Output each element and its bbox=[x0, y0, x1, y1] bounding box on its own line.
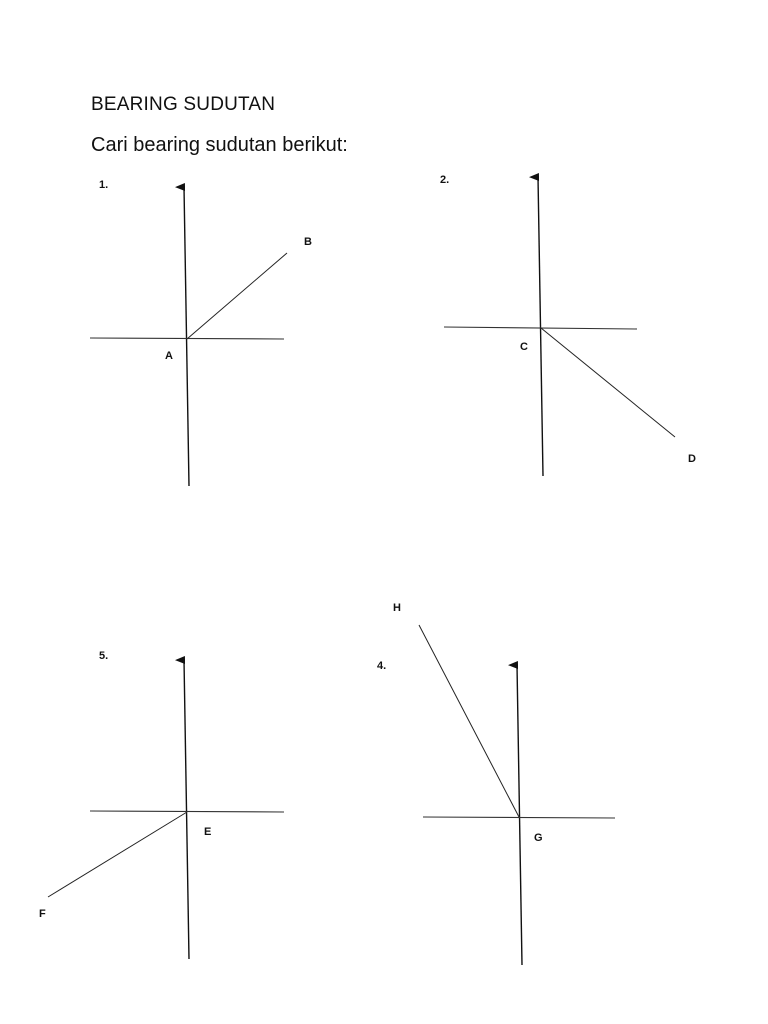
diagram-1 bbox=[90, 187, 312, 486]
question-number-4: 4. bbox=[377, 660, 387, 672]
bearing-line-ab bbox=[187, 253, 287, 339]
diagram-2 bbox=[444, 177, 696, 476]
point-label-f: F bbox=[39, 908, 46, 920]
point-label-h: H bbox=[393, 602, 401, 614]
question-number-5: 5. bbox=[99, 650, 109, 662]
bearing-line-cd bbox=[541, 328, 675, 437]
instruction-text: Cari bearing sudutan berikut: bbox=[91, 134, 348, 156]
question-number-1: 1. bbox=[99, 179, 109, 191]
page-title: BEARING SUDUTAN bbox=[91, 94, 276, 115]
question-number-2: 2. bbox=[440, 174, 450, 186]
bearing-line-ef bbox=[48, 812, 187, 897]
north-axis bbox=[184, 187, 189, 486]
diagram-5 bbox=[39, 660, 284, 959]
east-west-axis bbox=[90, 811, 284, 812]
bearing-line-gh bbox=[419, 625, 519, 817]
origin-label-a: A bbox=[165, 350, 173, 362]
north-axis bbox=[538, 177, 543, 476]
north-axis bbox=[184, 660, 189, 959]
origin-label-c: C bbox=[520, 341, 528, 353]
point-label-d: D bbox=[688, 453, 696, 465]
diagram-4 bbox=[393, 602, 615, 965]
east-west-axis bbox=[423, 817, 615, 818]
point-label-b: B bbox=[304, 236, 312, 248]
origin-label-e: E bbox=[204, 826, 212, 838]
origin-label-g: G bbox=[534, 832, 543, 844]
